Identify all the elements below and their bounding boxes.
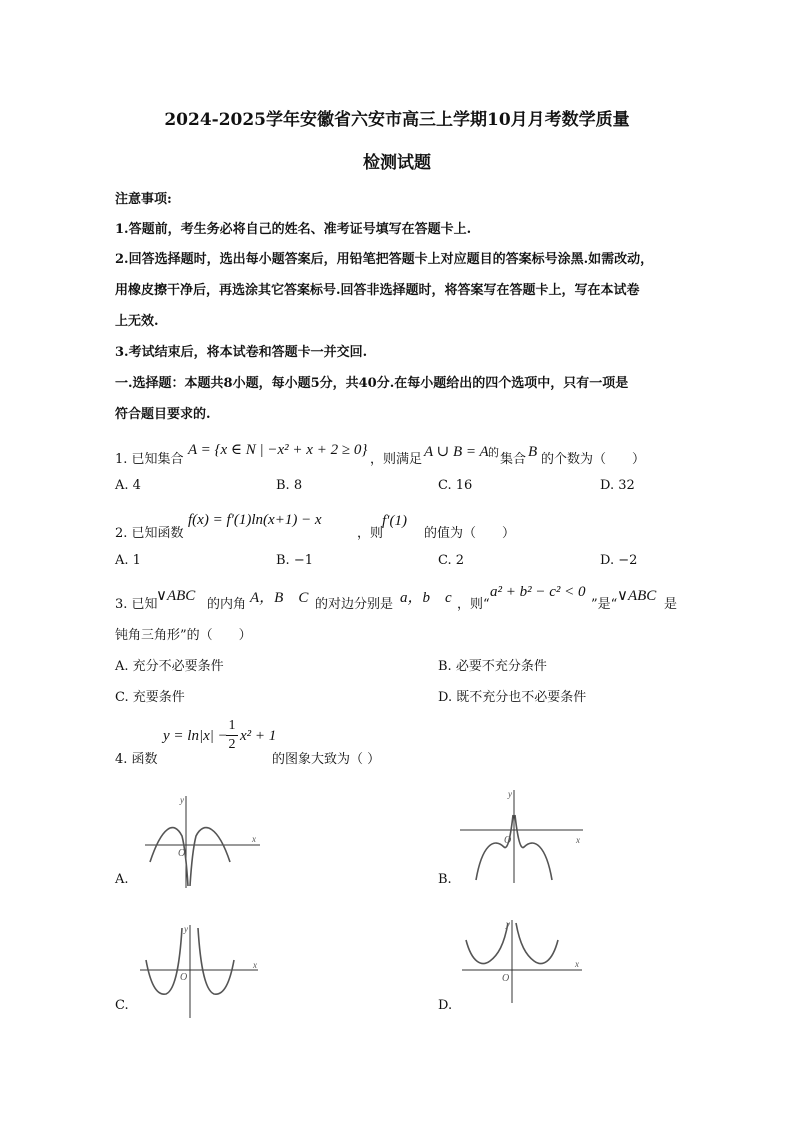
q1-union-formula: A ∪ B = A [424, 444, 489, 460]
q2-prefix: 2. 已知函数 [115, 526, 184, 541]
q3-mid4: ”是“ [591, 597, 618, 612]
y-axis-label: y [180, 795, 184, 805]
q2-option-a: A. 1 [115, 553, 141, 568]
y-axis-label: y [184, 924, 188, 934]
graph-option-c-label: C. [115, 998, 129, 1013]
page-subtitle: 检测试题 [363, 153, 431, 173]
q4-end: 的图象大致为（ ） [272, 752, 381, 767]
graph-option-a-label: A. [115, 872, 129, 887]
q2-option-d: D. −2 [600, 553, 638, 568]
q3-mid3: ，则“ [457, 597, 490, 612]
q3-mid5: 是 [664, 597, 678, 612]
q3-mid1: 的内角 [207, 597, 247, 612]
left-curve [476, 815, 513, 880]
q1-set-b: B [528, 444, 538, 460]
q4-fraction-denominator: 2 [228, 737, 236, 752]
q4-formula-right: x² + 1 [240, 728, 277, 744]
q3-line-2: 钝角三角形”的（ ） [115, 628, 252, 643]
q2-mid: ，则 [357, 526, 384, 541]
section-instruction-line-2: 符合题目要求的. [115, 407, 211, 422]
graph-option-d [460, 915, 585, 1005]
q4-fraction [226, 718, 238, 753]
graph-option-b-label: B. [438, 872, 452, 887]
q3-prefix: 3. 已知 [115, 597, 158, 612]
origin-label: O [178, 848, 186, 859]
page-title: 2024-2025学年安徽省六安市高三上学期10月月考数学质量 [164, 110, 630, 130]
origin-label: O [504, 835, 512, 846]
graph-option-c [138, 920, 263, 1020]
note-item-2-line-1: 2.回答选择题时，选出每小题答案后，用铅笔把答题卡上对应题目的答案标号涂黑.如需改动， [115, 252, 654, 267]
q3-triangle: ∨ABC [156, 588, 196, 604]
q4-fraction-numerator: 1 [228, 718, 236, 733]
q2-target: f′(1) [382, 513, 407, 529]
q3-option-a: A. 充分不必要条件 [115, 659, 224, 674]
y-axis-label: y [508, 789, 512, 799]
x-axis-label: x [576, 835, 580, 845]
graph-option-a [140, 790, 265, 890]
right-curve [515, 815, 552, 880]
x-axis-label: x [252, 834, 256, 844]
q1-tail: 集合 [500, 452, 527, 467]
q3-condition: a² + b² − c² < 0 [490, 584, 586, 600]
q1-end: 的个数为（ ） [541, 452, 646, 467]
origin-label: O [180, 972, 188, 983]
x-axis-label: x [253, 960, 257, 970]
section-instruction-line-1: 一.选择题：本题共8小题，每小题5分，共40分.在每小题给出的四个选项中，只有一项是 [115, 376, 629, 391]
q3-sides: a，b c [400, 590, 452, 606]
q1-de: 的 [488, 446, 499, 459]
q1-prefix: 1. 已知集合 [115, 452, 184, 467]
notes-heading: 注意事项: [115, 192, 172, 207]
q2-option-b: B. −1 [276, 553, 313, 568]
note-item-2-line-3: 上无效. [115, 314, 159, 329]
right-curve [516, 923, 558, 963]
q4-fraction-bar [226, 735, 238, 736]
q4-prefix: 4. 函数 [115, 752, 158, 767]
note-item-3: 3.考试结束后，将本试卷和答题卡一并交回. [115, 345, 368, 360]
q1-set-formula: A = {x ∈ N | −x² + x + 2 ≥ 0} [188, 442, 368, 458]
q2-end: 的值为（ ） [424, 526, 516, 541]
q2-option-c: C. 2 [438, 553, 465, 568]
q1-option-a: A. 4 [115, 478, 141, 493]
q3-option-b: B. 必要不充分条件 [438, 659, 547, 674]
origin-label: O [502, 973, 510, 984]
q1-option-b: B. 8 [276, 478, 303, 493]
q1-option-d: D. 32 [600, 478, 635, 493]
q3-option-d: D. 既不充分也不必要条件 [438, 690, 587, 705]
left-curve [466, 923, 508, 963]
q2-formula: f(x) = f′(1)ln(x+1) − x [188, 512, 322, 528]
q1-mid-text: ，则满足 [370, 452, 423, 467]
note-item-2-line-2: 用橡皮擦干净后，再选涂其它答案标号.回答非选择题时，将答案写在答题卡上，写在本试卷 [115, 283, 640, 298]
note-item-1: 1.答题前，考生务必将自己的姓名、准考证号填写在答题卡上. [115, 222, 472, 237]
q3-triangle-2: ∨ABC [617, 588, 657, 604]
right-curve [190, 828, 230, 886]
graph-option-b [458, 785, 588, 885]
q3-angles: A，B C [250, 590, 309, 606]
q3-option-c: C. 充要条件 [115, 690, 185, 705]
q1-option-c: C. 16 [438, 478, 473, 493]
left-curve [146, 928, 182, 994]
y-axis-label: y [506, 919, 510, 929]
q4-formula-left: y = ln|x| − [163, 728, 228, 744]
graph-option-d-label: D. [438, 998, 453, 1013]
x-axis-label: x [575, 959, 579, 969]
q3-mid2: 的对边分别是 [315, 597, 394, 612]
right-curve [198, 928, 234, 994]
